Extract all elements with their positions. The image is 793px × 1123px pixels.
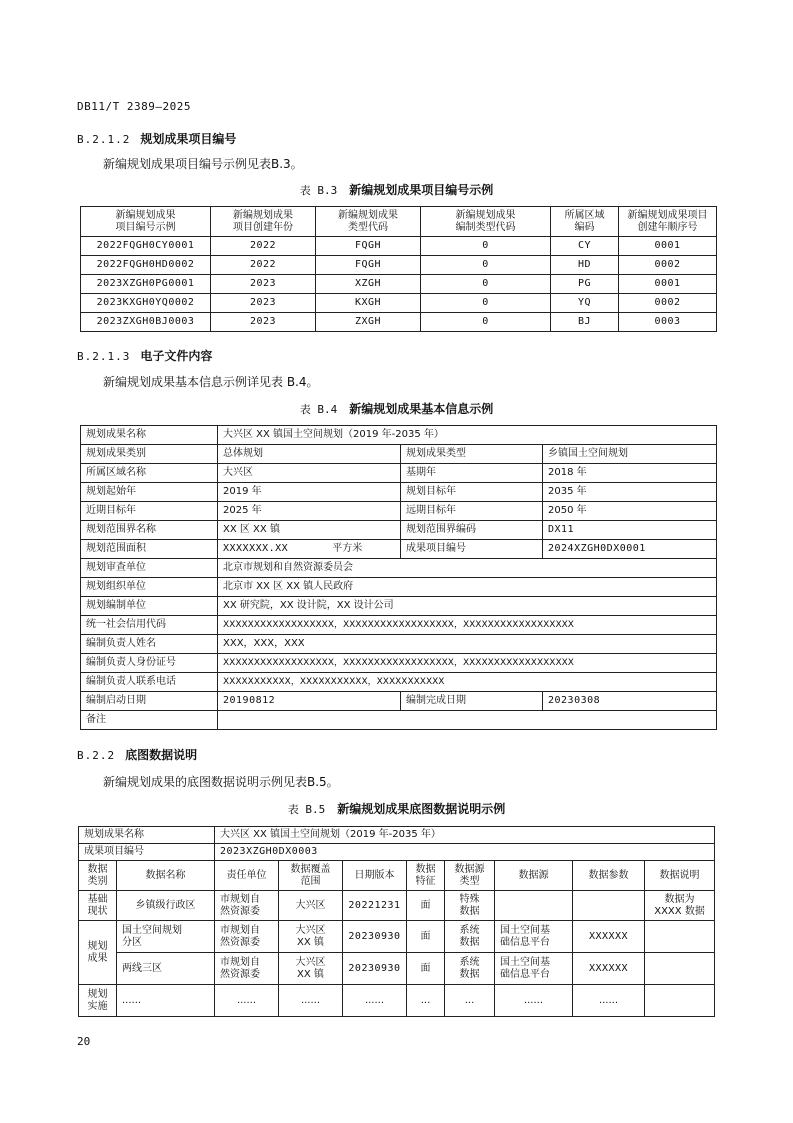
table-row xyxy=(81,578,717,597)
table-cell: 大兴区 XX 镇 xyxy=(279,953,343,985)
table-row xyxy=(79,985,715,1017)
field-label: 规划成果类别 xyxy=(81,445,218,464)
table-cell xyxy=(495,891,573,921)
section-number: B.2.1.2 xyxy=(77,133,131,146)
field-value: 大兴区 XX 镇国土空间规划（2019 年-2035 年） xyxy=(218,426,717,445)
table-cell: XZGH xyxy=(316,275,421,294)
field-value: XX 区 XX 镇 xyxy=(218,521,401,540)
field-value xyxy=(218,540,401,559)
table-cell: KXGH xyxy=(316,294,421,313)
field-value: XXXXXXXXXXXXXXXXXX，XXXXXXXXXXXXXXXXXX，XXXXXXXXXXXXXXXXXX xyxy=(218,654,717,673)
table-cell: 0001 xyxy=(619,237,717,256)
table-cell: ...... xyxy=(573,985,645,1017)
table-row xyxy=(81,711,717,730)
table-number: 表 B.3 xyxy=(299,184,338,197)
section-number: B.2.2 xyxy=(77,749,116,762)
basic-info-table xyxy=(80,425,717,730)
table-cell: 2023ZXGH0BJ0003 xyxy=(81,313,211,332)
field-label: 规划成果名称 xyxy=(81,426,218,445)
table-cell: 面 xyxy=(407,953,445,985)
table-row xyxy=(81,237,717,256)
field-value: XX 研究院，XX 设计院，XX 设计公司 xyxy=(218,597,717,616)
table-title: 新编规划成果底图数据说明示例 xyxy=(337,802,506,816)
header-cell: 数据说明 xyxy=(645,861,715,891)
table-caption xyxy=(0,181,793,198)
table-cell: 规划 成果 xyxy=(79,921,117,985)
table-cell: 大兴区 xyxy=(279,891,343,921)
table-cell xyxy=(645,921,715,953)
table-row xyxy=(81,540,717,559)
section-heading xyxy=(77,746,197,763)
area-value: XXXXXXX.XX xyxy=(223,543,289,554)
field-label: 所属区域名称 xyxy=(81,464,218,483)
table-row xyxy=(81,559,717,578)
table-cell: 2022 xyxy=(211,237,316,256)
header-cell: 新编规划成果 项目创建年份 xyxy=(211,207,316,237)
table-cell: ...... xyxy=(343,985,407,1017)
field-label: 统一社会信用代码 xyxy=(81,616,218,635)
paragraph: 新编规划成果项目编号示例见表B.3。 xyxy=(103,157,303,171)
table-cell: 0003 xyxy=(619,313,717,332)
field-value: 大兴区 xyxy=(218,464,401,483)
table-cell: 2023 xyxy=(211,294,316,313)
table-cell xyxy=(645,953,715,985)
field-label: 备注 xyxy=(81,711,218,730)
field-value: 2025 年 xyxy=(218,502,401,521)
table-cell: 国土空间规划 分区 xyxy=(117,921,215,953)
table-row xyxy=(81,673,717,692)
field-value: 2018 年 xyxy=(543,464,717,483)
table-row xyxy=(81,445,717,464)
table-row xyxy=(81,635,717,654)
table-row xyxy=(81,597,717,616)
field-label: 编制负责人姓名 xyxy=(81,635,218,654)
field-value: XXXXXXXXXXXXXXXXXX，XXXXXXXXXXXXXXXXXX，XXXXXXXXXXXXXXXXXX xyxy=(218,616,717,635)
field-value: 乡镇国土空间规划 xyxy=(543,445,717,464)
header-cell: 新编规划成果 编制类型代码 xyxy=(421,207,551,237)
field-value: 大兴区 XX 镇国土空间规划（2019 年-2035 年） xyxy=(215,827,715,844)
table-cell: 市规划自 然资源委 xyxy=(215,921,279,953)
section-heading xyxy=(77,130,236,147)
header-cell: 数据源 类型 xyxy=(445,861,495,891)
table-cell: 2023 xyxy=(211,313,316,332)
field-value: 2019 年 xyxy=(218,483,401,502)
header-cell: 数据覆盖 范围 xyxy=(279,861,343,891)
table-cell: 0001 xyxy=(619,275,717,294)
table-cell: 面 xyxy=(407,891,445,921)
table-cell: 0002 xyxy=(619,294,717,313)
table-cell: 市规划自 然资源委 xyxy=(215,891,279,921)
header-cell: 新编规划成果 项目编号示例 xyxy=(81,207,211,237)
field-label: 规划范围界名称 xyxy=(81,521,218,540)
table-number: 表 B.5 xyxy=(287,803,326,816)
section-title: 电子文件内容 xyxy=(140,349,213,363)
header-cell: 数据源 xyxy=(495,861,573,891)
table-cell: 20230930 xyxy=(343,921,407,953)
table-cell: 0 xyxy=(421,294,551,313)
table-cell: 2023KXGH0YQ0002 xyxy=(81,294,211,313)
table-cell xyxy=(645,985,715,1017)
table-cell: 两线三区 xyxy=(117,953,215,985)
table-row xyxy=(81,616,717,635)
table-cell: 0 xyxy=(421,275,551,294)
table-row xyxy=(81,464,717,483)
table-cell: 2022 xyxy=(211,256,316,275)
field-label: 基期年 xyxy=(401,464,543,483)
table-title: 新编规划成果项目编号示例 xyxy=(349,183,494,197)
table-cell: 0 xyxy=(421,313,551,332)
table-cell: ...... xyxy=(215,985,279,1017)
field-value: 北京市 XX 区 XX 镇人民政府 xyxy=(218,578,717,597)
table-row xyxy=(79,921,715,953)
table-cell: 2022FQGH0HD0002 xyxy=(81,256,211,275)
table-cell: 2022FQGH0CY0001 xyxy=(81,237,211,256)
page-number: 20 xyxy=(77,1035,91,1048)
field-value: 2050 年 xyxy=(543,502,717,521)
field-label: 编制负责人身份证号 xyxy=(81,654,218,673)
table-cell: 乡镇级行政区 xyxy=(117,891,215,921)
table-row xyxy=(81,275,717,294)
table-cell: BJ xyxy=(551,313,619,332)
table-cell: PG xyxy=(551,275,619,294)
table-cell: ...... xyxy=(117,985,215,1017)
section-heading xyxy=(77,347,212,364)
paragraph: 新编规划成果的底图数据说明示例见表B.5。 xyxy=(103,775,339,789)
table-row xyxy=(81,502,717,521)
field-label: 编制完成日期 xyxy=(401,692,543,711)
table-cell: 0002 xyxy=(619,256,717,275)
table-cell: 大兴区 XX 镇 xyxy=(279,921,343,953)
table-cell: XXXXXX xyxy=(573,953,645,985)
field-value: DX11 xyxy=(543,521,717,540)
table-row xyxy=(81,294,717,313)
table-cell: ...... xyxy=(495,985,573,1017)
table-cell: 系统 数据 xyxy=(445,921,495,953)
field-value: 2023XZGH0DX0003 xyxy=(215,844,715,861)
section-title: 规划成果项目编号 xyxy=(140,132,237,146)
table-cell: 2023XZGH0PG0001 xyxy=(81,275,211,294)
field-label: 规划范围面积 xyxy=(81,540,218,559)
field-label: 成果项目编号 xyxy=(401,540,543,559)
field-value xyxy=(218,711,717,730)
table-cell: 系统 数据 xyxy=(445,953,495,985)
table-cell: XXXXXX xyxy=(573,921,645,953)
field-value: 总体规划 xyxy=(218,445,401,464)
table-cell: 0 xyxy=(421,237,551,256)
table-cell: CY xyxy=(551,237,619,256)
table-caption xyxy=(0,400,793,417)
header-cell: 所属区域 编码 xyxy=(551,207,619,237)
table-header-row xyxy=(81,207,717,237)
table-cell: 面 xyxy=(407,921,445,953)
section-title: 底图数据说明 xyxy=(125,748,198,762)
table-row xyxy=(81,692,717,711)
field-label: 成果项目编号 xyxy=(79,844,215,861)
table-cell: 2023 xyxy=(211,275,316,294)
table-cell: 基础 现状 xyxy=(79,891,117,921)
table-cell: FQGH xyxy=(316,256,421,275)
table-cell xyxy=(573,891,645,921)
table-row xyxy=(81,521,717,540)
field-value: 北京市规划和自然资源委员会 xyxy=(218,559,717,578)
table-row xyxy=(81,313,717,332)
table-cell: YQ xyxy=(551,294,619,313)
table-cell: 特殊 数据 xyxy=(445,891,495,921)
field-value: XXX，XXX，XXX xyxy=(218,635,717,654)
table-cell: ... xyxy=(445,985,495,1017)
field-label: 规划起始年 xyxy=(81,483,218,502)
table-cell: FQGH xyxy=(316,237,421,256)
table-header-row xyxy=(79,861,715,891)
table-row xyxy=(79,891,715,921)
table-title: 新编规划成果基本信息示例 xyxy=(349,402,494,416)
table-cell: ZXGH xyxy=(316,313,421,332)
paragraph: 新编规划成果基本信息示例详见表 B.4。 xyxy=(103,375,319,389)
field-value: XXXXXXXXXXX，XXXXXXXXXXX，XXXXXXXXXXX xyxy=(218,673,717,692)
header-cell: 数据 类别 xyxy=(79,861,117,891)
table-cell: 规划 实施 xyxy=(79,985,117,1017)
field-value: 2035 年 xyxy=(543,483,717,502)
table-row xyxy=(81,256,717,275)
table-cell: 0 xyxy=(421,256,551,275)
field-label: 规划成果名称 xyxy=(79,827,215,844)
table-cell: 20221231 xyxy=(343,891,407,921)
field-label: 近期目标年 xyxy=(81,502,218,521)
field-label: 规划审查单位 xyxy=(81,559,218,578)
table-row xyxy=(81,483,717,502)
table-row xyxy=(79,953,715,985)
header-cell: 新编规划成果项目 创建年顺序号 xyxy=(619,207,717,237)
header-cell: 数据参数 xyxy=(573,861,645,891)
header-cell: 责任单位 xyxy=(215,861,279,891)
table-cell: 数据为 XXXX 数据 xyxy=(645,891,715,921)
document-code: DB11/T 2389—2025 xyxy=(77,100,191,113)
field-label: 远期目标年 xyxy=(401,502,543,521)
table-cell: 20230930 xyxy=(343,953,407,985)
field-label: 规划成果类型 xyxy=(401,445,543,464)
table-cell: 国土空间基 础信息平台 xyxy=(495,953,573,985)
table-row xyxy=(79,844,715,861)
table-row xyxy=(81,426,717,445)
section-number: B.2.1.3 xyxy=(77,350,131,363)
table-row xyxy=(79,827,715,844)
field-label: 规划目标年 xyxy=(401,483,543,502)
field-value: 20190812 xyxy=(218,692,401,711)
table-row xyxy=(81,654,717,673)
field-label: 编制启动日期 xyxy=(81,692,218,711)
field-label: 规划范围界编码 xyxy=(401,521,543,540)
field-label: 规划组织单位 xyxy=(81,578,218,597)
header-cell: 数据 特征 xyxy=(407,861,445,891)
project-code-table xyxy=(80,206,717,332)
table-number: 表 B.4 xyxy=(299,403,338,416)
header-cell: 新编规划成果 类型代码 xyxy=(316,207,421,237)
field-value: 20230308 xyxy=(543,692,717,711)
table-cell: ... xyxy=(407,985,445,1017)
table-cell: ...... xyxy=(279,985,343,1017)
table-cell: HD xyxy=(551,256,619,275)
table-cell: 市规划自 然资源委 xyxy=(215,953,279,985)
field-label: 规划编制单位 xyxy=(81,597,218,616)
header-cell: 数据名称 xyxy=(117,861,215,891)
table-cell: 国土空间基 础信息平台 xyxy=(495,921,573,953)
table-caption xyxy=(0,800,793,817)
field-label: 编制负责人联系电话 xyxy=(81,673,218,692)
area-unit: 平方米 xyxy=(332,543,363,554)
header-cell: 日期版本 xyxy=(343,861,407,891)
base-map-data-table xyxy=(78,826,715,1017)
field-value: 2024XZGH0DX0001 xyxy=(543,540,717,559)
